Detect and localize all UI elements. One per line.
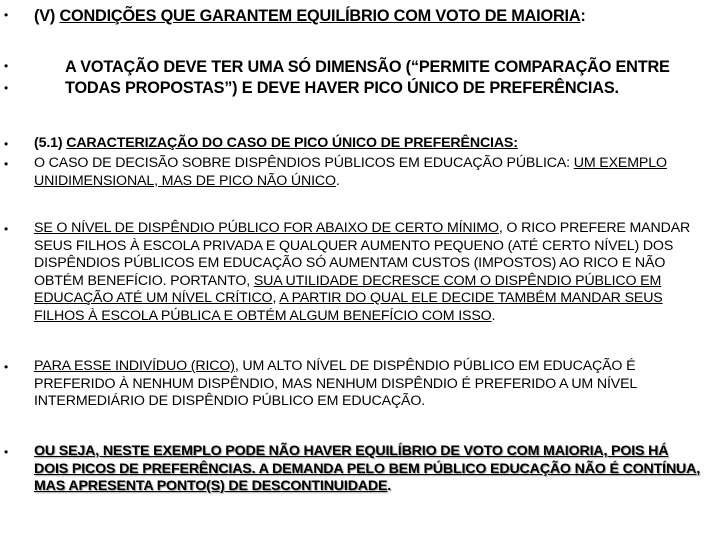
conclusion-text: OU SEJA, NESTE EXEMPLO PODE NÃO HAVER EQUILÍBRIO DE VOTO COM MAIORIA, POIS HÁ DOIS PICOS DE PREFERÊNCIAS. A DEMANDA PELO BEM PÚBLICO EDUCAÇÃO NÃO É CONTÍNUA, MAS APRESENTA PONTO(S) DE DESCONTINUIDADE. (34, 443, 701, 494)
individual-text: PARA ESSE INDIVÍDUO (RICO), UM ALTO NÍVEL DE DISPÊNDIO PÚBLICO EM EDUCAÇÃO É PREFERIDO À NENHUM DISPÊNDIO, MAS NENHUM DISPÊNDIO É PREFERIDO A UM NÍVEL INTERMEDIÁRIO DE DISPÊNDIO PÚBLICO EM EDUCAÇÃO. (34, 358, 637, 409)
bullet-icon: • (4, 8, 9, 22)
case-intro-text: O CASO DE DECISÃO SOBRE DISPÊNDIOS PÚBLICOS EM EDUCAÇÃO PÚBLICA: UM EXEMPLO UNIDIMENSIONAL, MAS DE PICO NÃO ÚNICO. (34, 155, 667, 189)
bullet-icon: • (4, 157, 9, 171)
bullet-icon: • (4, 81, 9, 95)
slide-title: (V) CONDIÇÕES QUE GARANTEM EQUILÍBRIO COM VOTO DE MAIORIA: (34, 7, 586, 25)
rich-example-text: SE O NÍVEL DE DISPÊNDIO PÚBLICO FOR ABAIXO DE CERTO MÍNIMO, O RICO PREFERE MANDAR SEUS FILHOS À ESCOLA PRIVADA E QUALQUER AUMENTO PEQUENO (ATÉ CERTO NÍVEL) DOS DISPÊNDIOS PÚBLICOS EM EDUCAÇÃO SÓ AUMENTAM CUSTOS (IMPOSTOS) AO RICO E NÃO OBTÉM BENEFÍCIO. PORTANTO, SUA UTILIDADE DECRESCE COM O DISPÊNDIO PÚBLICO EM EDUCAÇÃO ATÉ UM NÍVEL CRÍTICO, A PARTIR DO QUAL ELE DECIDE TAMBÉM MANDAR SEUS FILHOS À ESCOLA PÚBLICA E OBTÉM ALGUM BENEFÍCIO COM ISSO. (34, 220, 691, 324)
section-heading: (5.1) CARACTERIZAÇÃO DO CASO DE PICO ÚNICO DE PREFERÊNCIAS: (34, 135, 518, 151)
bullet-icon: • (4, 59, 9, 73)
voting-rule-text: A VOTAÇÃO DEVE TER UMA SÓ DIMENSÃO (“PERMITE COMPARAÇÃO ENTRE TODAS PROPOSTAS”) E DEVE HAVER PICO ÚNICO DE PREFERÊNCIAS. (65, 58, 670, 97)
bullet-icon: • (4, 137, 9, 151)
bullet-icon: • (4, 445, 9, 459)
bullet-icon: • (4, 222, 9, 236)
bullet-icon: • (4, 360, 9, 374)
